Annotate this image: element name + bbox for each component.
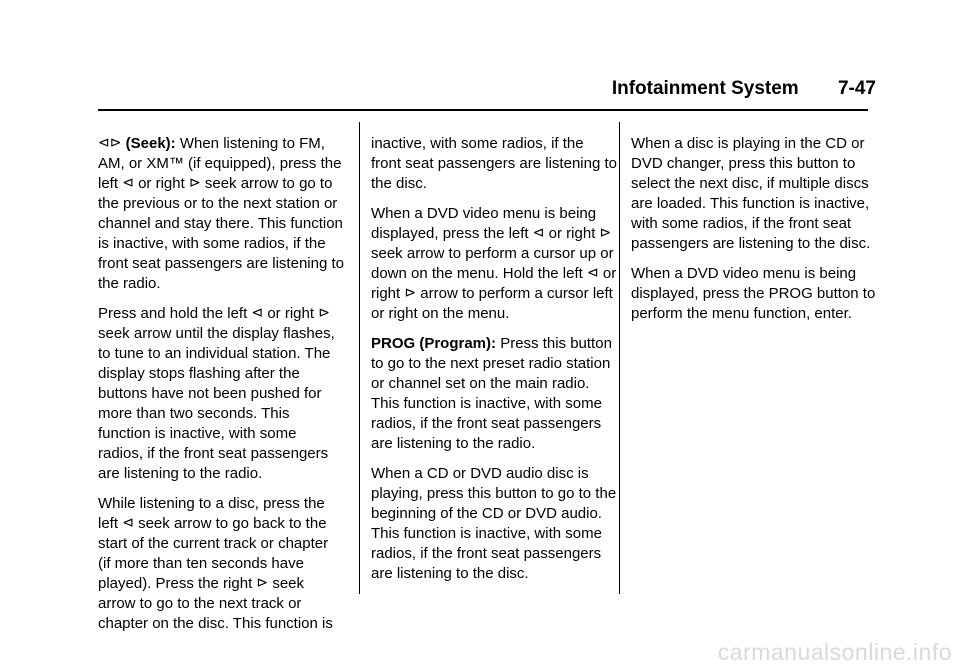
column-2 <box>371 134 617 594</box>
text: Press this button to go to the next preset radio station or channel set on the main radio. This function is inactive, with some radios, if the front seat passengers are listening to the radio. <box>371 335 612 452</box>
text: When listening to FM, AM, or XM™ (if equipped), press the left <box>98 135 342 192</box>
press-hold-paragraph <box>98 304 344 484</box>
seek-left-icon: ⊲ <box>586 265 599 281</box>
text: or right <box>138 175 185 192</box>
paragraph: When a DVD video menu is being displayed, press the PROG button to perform the menu function, enter. <box>631 265 876 322</box>
seek-label: (Seek): <box>125 135 176 152</box>
text: seek arrow to go to the next track or chapter on the disc. This function is <box>98 575 333 632</box>
watermark: carmanualsonline.info <box>717 639 952 665</box>
seek-right-icon: ⊳ <box>188 175 201 191</box>
column-divider <box>619 122 620 594</box>
text: seek arrow to go to the previous or to the next station or channel and stay there. This function is inactive, with some radios, if the front seat passengers are listening to the radio. <box>98 175 344 292</box>
column-1 <box>98 134 344 644</box>
paragraph: inactive, with some radios, if the front seat passengers are listening to the disc. <box>371 135 617 192</box>
text: seek arrow to perform a cursor up or down on the menu. Hold the left <box>371 245 614 282</box>
seek-right-icon: ⊳ <box>256 575 269 591</box>
text: seek arrow to go back to the start of the current track or chapter (if more than ten seconds have played). Press the right <box>98 515 329 592</box>
text: arrow to perform a cursor left or right on the menu. <box>371 285 613 322</box>
text: or right <box>267 305 315 322</box>
paragraph: When a CD or DVD audio disc is playing, press this button to go to the beginning of the CD or DVD audio. This function is inactive, with some radios, if the front seat passengers are listening to the disc. <box>371 465 617 582</box>
text: While listening to a disc, press the left <box>98 495 325 532</box>
seek-right-icon: ⊳ <box>599 225 612 241</box>
text: or right <box>548 225 596 242</box>
disc-paragraph <box>98 494 344 634</box>
text: seek arrow until the display flashes, to tune to an individual station. The display stops flashing after the buttons have not been pushed for more than two seconds. This function is inactive, with some radios, if the front seat passengers are listening to the radio. <box>98 325 335 482</box>
page-header <box>612 78 876 100</box>
paragraph: When a disc is playing in the CD or DVD changer, press this button to select the next disc, if multiple discs are loaded. This function is inactive, with some radios, if the front seat passengers are listening to the disc. <box>631 135 871 252</box>
header-rule <box>98 109 868 111</box>
page-number: 7-47 <box>837 78 876 99</box>
column-divider <box>359 122 360 594</box>
seek-right-icon: ⊳ <box>318 305 330 321</box>
seek-left-icon: ⊲ <box>98 135 110 151</box>
seek-left-icon: ⊲ <box>122 515 134 531</box>
seek-left-icon: ⊲ <box>532 225 545 241</box>
seek-paragraph <box>98 134 344 294</box>
column-3 <box>631 134 877 334</box>
seek-left-icon: ⊲ <box>251 305 264 321</box>
prog-label: PROG (Program): <box>371 335 497 352</box>
seek-left-icon: ⊲ <box>122 175 134 191</box>
text: Press and hold the left <box>98 305 248 322</box>
prog-paragraph <box>371 334 617 454</box>
text: or right <box>371 265 617 302</box>
seek-right-icon: ⊳ <box>404 285 417 301</box>
section-title: Infotainment System <box>611 78 799 99</box>
text: When a DVD video menu is being displayed, press the left <box>371 205 597 242</box>
dvd-menu-paragraph <box>371 204 617 324</box>
seek-right-icon: ⊳ <box>109 135 122 151</box>
